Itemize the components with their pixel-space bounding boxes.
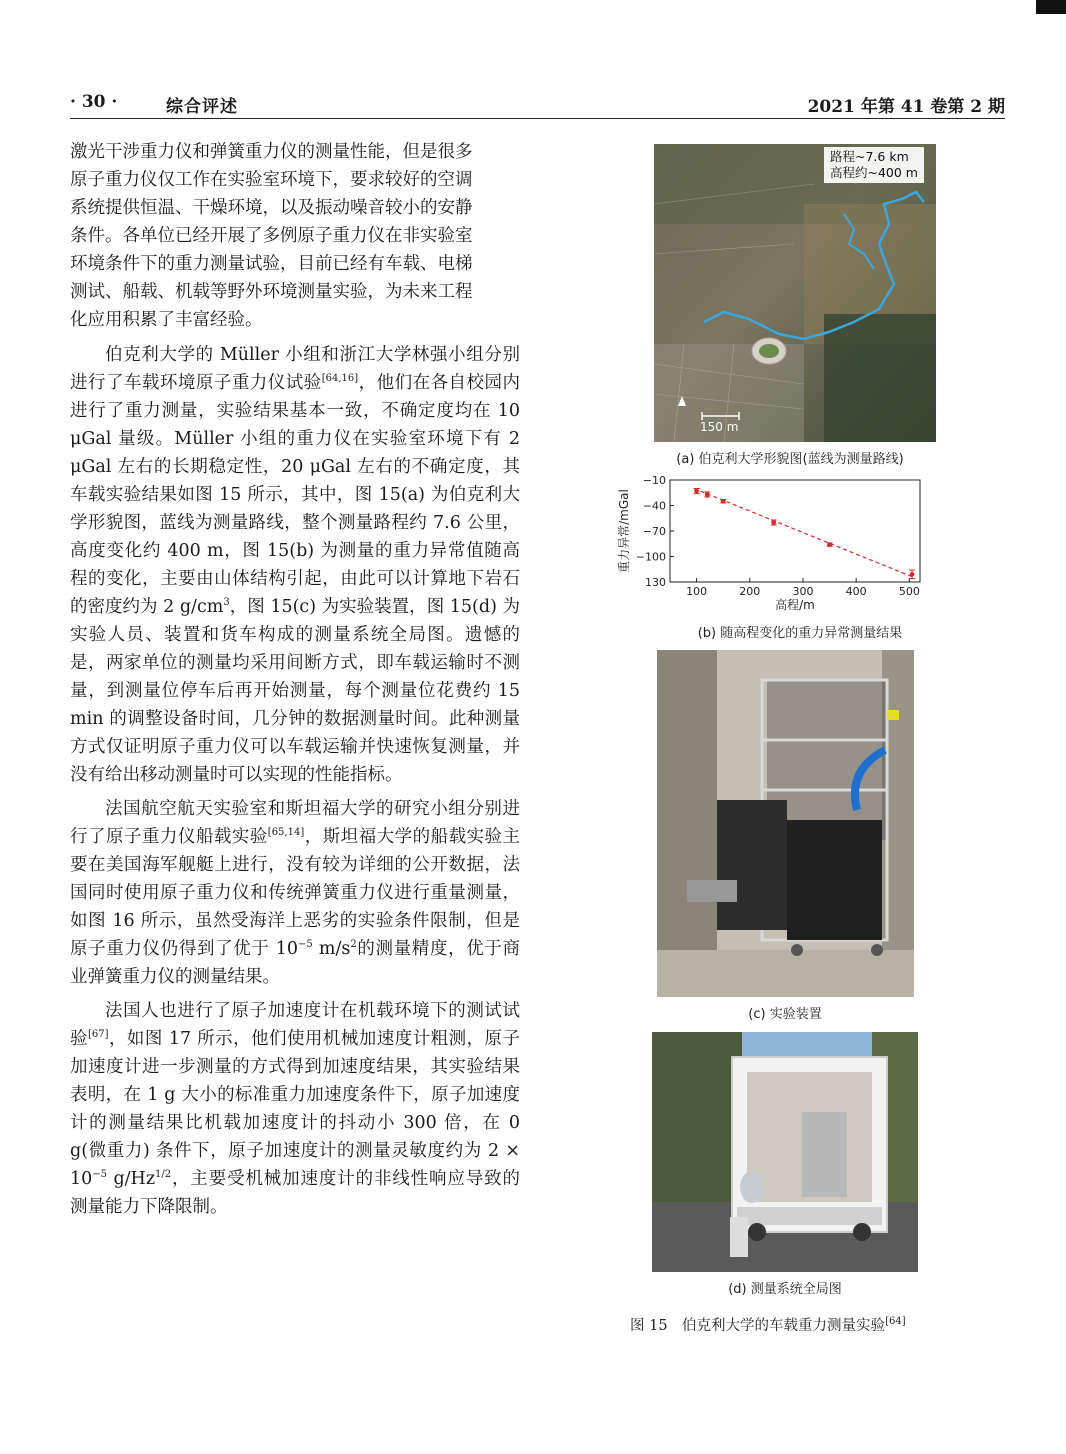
p3-text-c: m/s bbox=[312, 939, 351, 959]
y-tick-label: −10 bbox=[642, 474, 666, 487]
y-tick-label: −40 bbox=[642, 499, 666, 513]
y-tick-label: −100 bbox=[635, 550, 666, 564]
figure-title-text: 图 15 伯克利大学的车载重力测量实验 bbox=[630, 1318, 886, 1334]
caption-a: (a) 伯克利大学形貌图(蓝线为测量路线) bbox=[676, 452, 904, 467]
p2-text-b: ，他们在各自校园内进行了重力测量，实验结果基本一致，不确定度均在 10 μGal 量级。Müller 小组的重力仪在实验室环境下有 2 μGal 左右的长期稳定性，20 μGal 左右的不确定度，其车载实验结果如图 15 所示，其中，图 15(a) 为伯克利大学形貌图，蓝线为测量路线，整个测量路程约 7.6 公里，高度变化约 400 m，图 15(b) 为测量的重力异常值随高程的变化，主要由山体结构引起，由此可以计算地下岩石的密度约为 2 g/cm bbox=[70, 373, 521, 617]
x-tick-label: 300 bbox=[792, 585, 814, 598]
map-legend bbox=[824, 147, 924, 183]
data-point bbox=[771, 520, 776, 525]
paragraph-1 bbox=[70, 138, 520, 334]
p4-text-c: g/Hz bbox=[107, 1169, 156, 1189]
paragraph-3 bbox=[70, 795, 520, 991]
fit-line bbox=[694, 489, 915, 578]
superscript: 2 bbox=[350, 939, 357, 951]
x-tick-label: 500 bbox=[898, 585, 920, 598]
map-image bbox=[654, 144, 936, 442]
p3-text-b: ，斯坦福大学的船载实验主要在美国海军舰艇上进行，没有较为详细的公开数据，法国同时使用原子重力仪和传统弹簧重力仪进行重量测量，如图 16 所示，虽然受海洋上恶劣的实验条件限制，但是原子重力仪仍得到了优于 10 bbox=[70, 827, 521, 959]
route-length-label: 路程~7.6 km bbox=[830, 149, 909, 164]
p1-line: 原子重力仪仅工作在实验室环境下，要求较好的空调 bbox=[70, 170, 473, 190]
journal-issue: 2021 年第 41 卷第 2 期 bbox=[807, 97, 1005, 117]
citation: [64] bbox=[885, 1316, 906, 1328]
map-photo bbox=[654, 144, 936, 442]
paragraph-4 bbox=[70, 997, 520, 1221]
p1-line: 激光干涉重力仪和弹簧重力仪的测量性能，但是很多 bbox=[70, 142, 473, 162]
p1-line: 系统提供恒温、干燥环境，以及振动噪音较小的安静 bbox=[70, 198, 473, 218]
page-number: · 30 · bbox=[70, 92, 118, 112]
apparatus-image bbox=[657, 650, 914, 997]
superscript: −5 bbox=[92, 1169, 108, 1181]
p4-text-b: ，如图 17 所示，他们使用机械加速度计粗测，原子加速度计进一步测量的方式得到加速度结果，其实验结果表明，在 1 g 大小的标准重力加速度条件下，原子加速度计的测量结果比机载加速度计的抖动小 300 倍，在 0 g(微重力) 条件下，原子加速度计的测量灵敏度约为 2 × 10 bbox=[70, 1029, 520, 1189]
p4-text-a: 法国人也进行了原子加速度计在机载环境下的测试试验 bbox=[70, 1001, 520, 1049]
truck-image bbox=[652, 1032, 918, 1272]
p1-line: 环境条件下的重力测量试验，目前已经有车载、电梯 bbox=[70, 254, 473, 274]
data-point bbox=[694, 489, 699, 494]
citation: [65,14] bbox=[267, 827, 305, 839]
section-title: 综合评述 bbox=[166, 97, 238, 117]
p1-line: 条件。各单位已经开展了多例原子重力仪在非实验室 bbox=[70, 226, 473, 246]
page-header bbox=[70, 92, 1005, 122]
p1-line: 测试、船载、机载等野外环境测量实验，为未来工程 bbox=[70, 282, 473, 302]
p2-text-c: ，图 15(c) 为实验装置，图 15(d) 为实验人员、装置和货车构成的测量系统全局图。遗憾的是，两家单位的测量均采用间断方式，即车载运输时不测量，到测量位停车后再开始测量，每个测量位花费约 15 min 的调整设备时间，几分钟的数据测量时间。此种测量方式仅证明原子重力仪可以车载运输并快速恢复测量，并没有给出移动测量时可以实现的性能指标。 bbox=[70, 597, 520, 785]
header-rule bbox=[70, 118, 1005, 119]
chart-svg bbox=[610, 470, 960, 620]
superscript: 1/2 bbox=[155, 1169, 172, 1181]
paragraph-2 bbox=[70, 341, 520, 789]
x-tick-label: 400 bbox=[845, 585, 867, 598]
x-axis-label: 高程/m bbox=[775, 598, 815, 612]
p3-text-d: 的测量精度，优于商业弹簧重力仪的测量结果。 bbox=[70, 939, 520, 987]
corner-mark bbox=[1036, 0, 1066, 14]
data-point bbox=[705, 492, 710, 497]
truck-photo bbox=[652, 1032, 918, 1272]
scale-label: 150 m bbox=[700, 420, 739, 434]
x-tick-label: 100 bbox=[686, 585, 708, 598]
data-point bbox=[827, 542, 832, 547]
y-tick-label: −70 bbox=[642, 525, 666, 538]
p1-line: 化应用积累了丰富经验。 bbox=[70, 310, 263, 330]
citation: [67] bbox=[87, 1029, 109, 1041]
p2-text-a: 伯克利大学的 Müller 小组和浙江大学林强小组分别进行了车载环境原子重力仪试验 bbox=[70, 345, 520, 393]
caption-b: (b) 随高程变化的重力异常测量结果 bbox=[697, 626, 903, 641]
chart-b bbox=[610, 470, 960, 620]
figure-title bbox=[630, 1314, 970, 1335]
y-axis-label: 重力异常/mGal bbox=[617, 489, 631, 573]
data-point bbox=[721, 499, 726, 504]
x-tick-label: 200 bbox=[739, 585, 761, 598]
superscript: 3 bbox=[223, 597, 230, 609]
citation: [64,16] bbox=[321, 373, 359, 385]
p3-text-a: 法国航空航天实验室和斯坦福大学的研究小组分别进行了原子重力仪船载实验 bbox=[70, 799, 520, 847]
body-column bbox=[70, 138, 520, 1221]
p4-text-d: ，主要受机械加速度计的非线性响应导致的测量能力下降限制。 bbox=[70, 1169, 520, 1217]
y-tick-label: 130 bbox=[645, 576, 666, 589]
apparatus-photo bbox=[657, 650, 914, 997]
data-point bbox=[910, 572, 915, 577]
caption-c: (c) 实验装置 bbox=[748, 1007, 822, 1022]
caption-d: (d) 测量系统全局图 bbox=[728, 1282, 842, 1297]
elevation-label: 高程约~400 m bbox=[830, 165, 918, 180]
superscript: −5 bbox=[297, 939, 313, 951]
